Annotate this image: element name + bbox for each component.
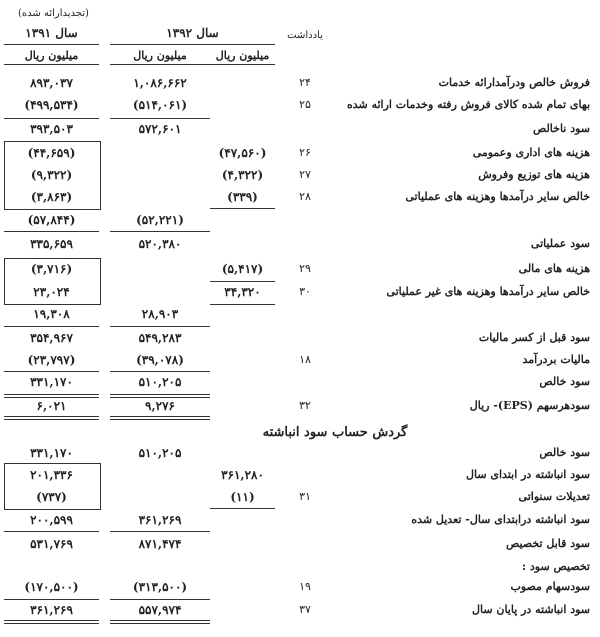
row-label: سود انباشته درابتدای سال- تعدیل شده: [411, 513, 590, 526]
row-note: ۳۰: [299, 285, 311, 298]
row-note: ۲۷: [299, 168, 311, 181]
row-value-1392: ۵۱۰,۲۰۵: [138, 375, 182, 389]
year-1392-header: سال ۱۳۹۲: [166, 26, 219, 40]
row-note: ۱۸: [299, 353, 311, 366]
row-value-1391: (۳,۷۱۶): [30, 262, 73, 276]
row-value-1392: ۸۷۱,۴۷۴: [138, 537, 182, 551]
row-value-1391: ۲۰۱,۳۳۶: [30, 468, 73, 482]
row-note: ۲۵: [299, 98, 311, 111]
row-value-1392: ۱,۰۸۶,۶۶۲: [133, 76, 187, 90]
row-value-1392: ۵۵۷,۹۷۴: [138, 603, 182, 617]
row-label: خالص سایر درآمدها وهزینه های عملیاتی: [405, 190, 590, 203]
row-value-1391: ۶,۰۲۱: [36, 399, 67, 413]
row-value-1391: ۳۳۱,۱۷۰: [30, 446, 73, 460]
row-value-1391: ۱۹,۳۰۸: [33, 307, 70, 321]
row-value-1391: ۵۳۱,۷۶۹: [30, 537, 73, 551]
row-note: ۲۶: [299, 146, 311, 159]
row-value-1392: ۳۶۱,۲۶۹: [138, 513, 182, 527]
year-1391-header: سال ۱۳۹۱: [25, 26, 78, 40]
row-value-1391: ۳۶۱,۲۶۹: [30, 603, 73, 617]
row-value-1392-detail: ۳۴,۳۲۰: [224, 285, 261, 299]
row-value-1392: ۲۸,۹۰۳: [141, 307, 179, 321]
row-value-1392: (۳۹,۰۷۸): [136, 353, 184, 367]
row-value-1391: ۳۹۳,۵۰۳: [30, 122, 73, 136]
row-label: خالص سایر درآمدها وهزینه های غیر عملیاتی: [386, 285, 590, 298]
row-value-1392-detail: ۳۶۱,۲۸۰: [221, 468, 264, 482]
row-value-1391: (۳,۸۶۳): [30, 190, 73, 204]
row-value-1392: (۳۱۳,۵۰۰): [132, 580, 188, 594]
row-value-1392: (۵۲,۲۲۱): [136, 213, 184, 227]
row-label: سود خالص: [539, 375, 590, 388]
row-label: هزینه های توزیع وفروش: [478, 168, 590, 181]
row-value-1392-detail: (۵,۴۱۷): [221, 262, 264, 276]
row-label: هزینه های مالی: [518, 262, 590, 275]
row-value-1391: (۹,۳۲۲): [30, 168, 73, 182]
row-label: سودهرسهم (EPS)- ریال: [469, 399, 590, 412]
row-label: فروش خالص ودرآمدارائه خدمات: [438, 76, 590, 89]
restated-note: (تجدیدارائه شده): [18, 8, 89, 19]
row-label: هزینه های اداری وعمومی: [472, 146, 590, 159]
row-label: سود انباشته در پایان سال: [471, 603, 590, 616]
row-value-1391: ۳۳۵,۶۵۹: [30, 237, 73, 251]
row-value-1392-detail: (۳۳۹): [227, 190, 258, 204]
row-value-1392: ۵۷۲,۶۰۱: [138, 122, 182, 136]
unit-1392-b: میلیون ریال: [215, 49, 270, 62]
row-note: ۳۲: [299, 399, 311, 412]
row-value-1392: ۹,۲۷۶: [145, 399, 175, 413]
row-label: تعدیلات سنواتی: [518, 490, 590, 503]
row-value-1391: (۵۷,۸۴۴): [27, 213, 76, 227]
row-value-1392: ۵۱۰,۲۰۵: [138, 446, 182, 460]
row-value-1391: (۴۴,۶۵۹): [27, 146, 76, 160]
section-title: گردش حساب سود انباشته: [262, 425, 408, 440]
row-value-1391: ۳۵۴,۹۶۷: [30, 331, 73, 345]
row-label: بهای تمام شده کالای فروش رفته وخدمات ارائه شده: [346, 98, 590, 111]
row-note: ۲۴: [299, 76, 311, 89]
note-header: یادداشت: [287, 30, 323, 41]
row-label: تخصیص سود :: [521, 560, 590, 573]
row-label: مالیات بردرآمد: [522, 353, 590, 366]
row-label: سود خالص: [539, 446, 590, 459]
row-label: سودسهام مصوب: [510, 580, 590, 593]
row-value-1392-detail: (۴,۳۲۲): [221, 168, 264, 182]
row-note: ۱۹: [299, 580, 311, 593]
row-note: ۳۱: [299, 490, 311, 503]
row-label: سود قابل تخصیص: [506, 537, 590, 550]
row-note: ۳۷: [299, 603, 311, 616]
row-value-1391: (۱۷۰,۵۰۰): [24, 580, 79, 594]
row-label: سود انباشته در ابتدای سال: [466, 468, 590, 481]
row-value-1392-detail: (۴۷,۵۶۰): [218, 146, 267, 160]
row-value-1391: (۷۳۷): [36, 490, 67, 504]
row-note: ۲۹: [299, 262, 311, 275]
row-value-1391: ۲۳,۰۲۴: [33, 285, 70, 299]
row-label: سود عملیاتی: [530, 237, 590, 250]
row-value-1391: ۲۰۰,۵۹۹: [30, 513, 73, 527]
row-value-1392: ۵۲۰,۳۸۰: [138, 237, 182, 251]
row-label: سود قبل از کسر مالیات: [478, 331, 590, 344]
unit-1391: میلیون ریال: [24, 49, 79, 62]
row-value-1392: ۵۴۹,۲۸۳: [138, 331, 182, 345]
row-note: ۲۸: [299, 190, 311, 203]
row-value-1392-detail: (۱۱): [230, 490, 255, 504]
row-value-1391: (۴۹۹,۵۳۴): [24, 98, 79, 112]
row-value-1391: ۸۹۳,۰۳۷: [30, 76, 73, 90]
row-value-1391: (۲۳,۷۹۷): [27, 353, 76, 367]
unit-1392-a: میلیون ریال: [133, 49, 187, 62]
row-label: سود ناخالص: [532, 122, 590, 135]
row-value-1392: (۵۱۴,۰۶۱): [132, 98, 188, 112]
row-value-1391: ۳۳۱,۱۷۰: [30, 375, 73, 389]
